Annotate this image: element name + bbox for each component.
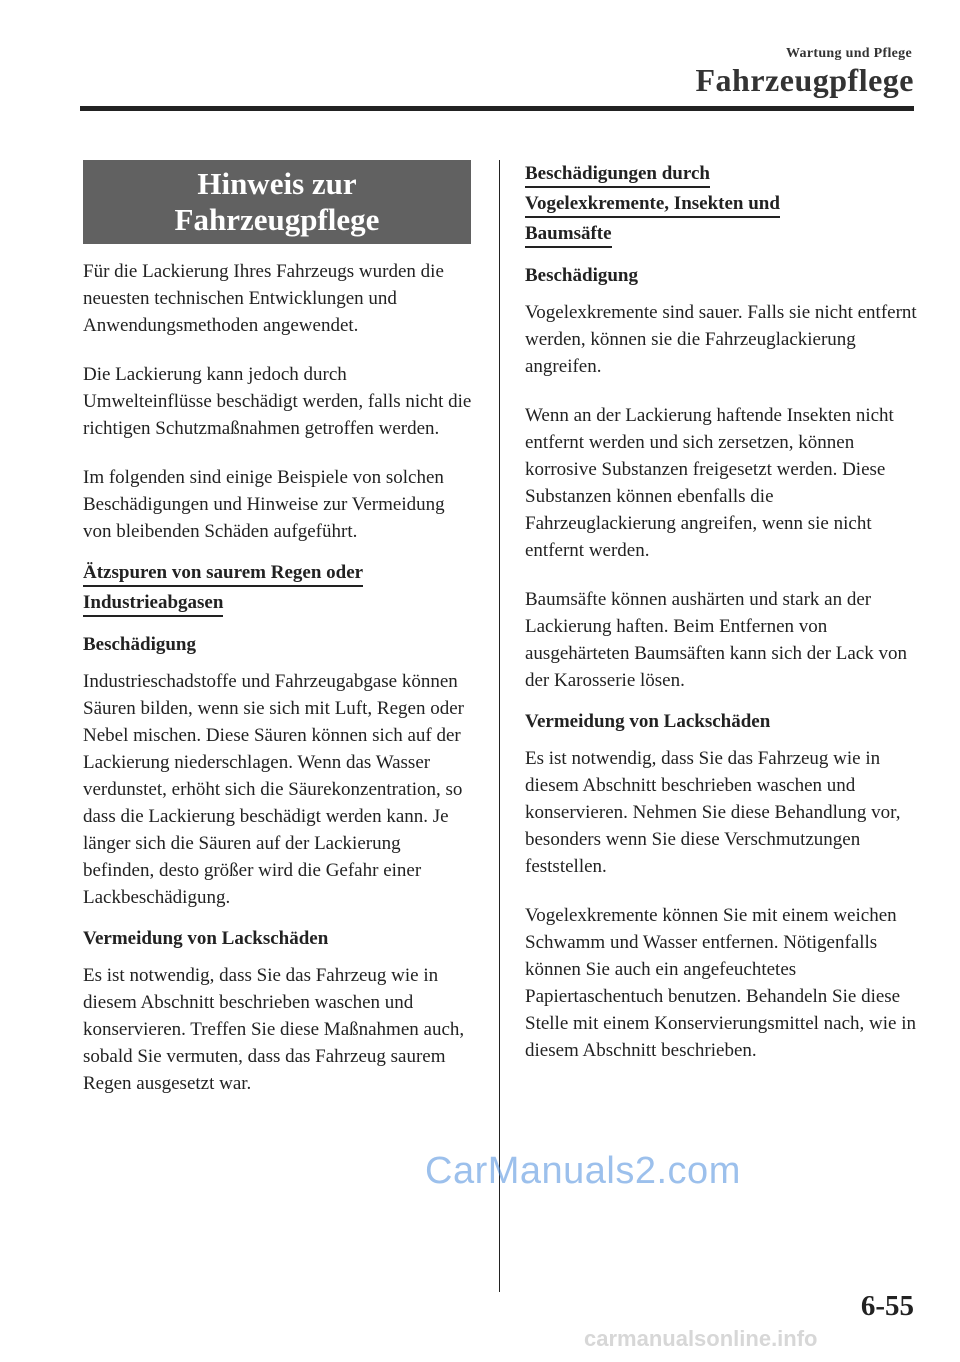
intro-paragraph-2: Die Lackierung kann jedoch durch Umwelteinflüsse beschädigt werden, falls nicht die richtigen Schutzmaßnahmen getroffen werden.: [83, 364, 472, 439]
footer-logo[interactable]: carmanualsonline.info: [584, 1326, 818, 1351]
acid-rain-heading-line1: Ätzspuren von saurem Regen oder: [83, 561, 363, 587]
acid-rain-damage-label: Beschädigung: [83, 634, 196, 655]
bird-droppings-heading-line2: Vogelexkremente, Insekten und: [525, 192, 780, 218]
right-column: [525, 160, 917, 1086]
bird-droppings-prevention-label: Vermeidung von Lackschäden: [525, 711, 771, 732]
header-rule: [80, 106, 914, 111]
intro-paragraph-3: Im folgenden sind einige Beispiele von solchen Beschädigungen und Hinweise zur Vermeidung von bleibenden Schäden aufgeführt.: [83, 467, 445, 542]
bird-droppings-damage-text-2: Wenn an der Lackierung haftende Insekten nicht entfernt werden und sich zersetzen, können korrosive Substanzen freigesetzt werden. Diese Substanzen können ebenfalls die Fahrzeuglackierung angreifen, wenn sie nicht entfernt werden.: [525, 405, 894, 561]
acid-rain-damage-text: Industrieschadstoffe und Fahrzeugabgase können Säuren bilden, wenn sie sich mit Luft, Regen oder Nebel mischen. Diese Säuren können sich auf der Lackierung niederschlagen. Wenn das Wasser verdunstet, erhöht sich die Säurekonzentration, so dass die Lackierung beschädigt werden kann. Je länger sich die Säuren auf der Lackierung befinden, desto größer wird die Gefahr einer Lackbeschädigung.: [83, 671, 464, 908]
watermark: CarManuals2.com: [425, 1150, 741, 1192]
intro-paragraph-1: Für die Lackierung Ihres Fahrzeugs wurden die neuesten technischen Entwicklungen und Anwendungsmethoden angewendet.: [83, 261, 444, 336]
bird-droppings-damage-text-3: Baumsäfte können aushärten und stark an der Lackierung haften. Beim Entfernen von ausgehärteten Baumsäften kann sich der Lack von der Karosserie lösen.: [525, 589, 907, 691]
bird-droppings-damage-text-1: Vogelexkremente sind sauer. Falls sie nicht entfernt werden, können sie die Fahrzeuglackierung angreifen.: [525, 302, 917, 377]
acid-rain-prevention-text: Es ist notwendig, dass Sie das Fahrzeug wie in diesem Abschnitt beschrieben waschen und konservieren. Treffen Sie diese Maßnahmen auch, sobald Sie vermuten, dass das Fahrzeug saurem Regen ausgesetzt war.: [83, 965, 465, 1094]
acid-rain-heading-line2: Industrieabgasen: [83, 591, 223, 617]
column-divider: [499, 160, 500, 1292]
bird-droppings-damage-label: Beschädigung: [525, 265, 638, 286]
left-column: [83, 160, 473, 1119]
title-box-line2: Fahrzeugpflege: [174, 202, 380, 237]
acid-rain-prevention-label: Vermeidung von Lackschäden: [83, 928, 329, 949]
acid-rain-heading: [83, 559, 473, 619]
bird-droppings-heading-line1: Beschädigungen durch: [525, 162, 710, 188]
page-number: 6-55: [860, 1290, 914, 1322]
chapter-title: Fahrzeugpflege: [695, 62, 914, 98]
bird-droppings-prevention-text-1: Es ist notwendig, dass Sie das Fahrzeug wie in diesem Abschnitt beschrieben waschen und konservieren. Nehmen Sie diese Behandlung vor, besonders wenn Sie diese Verschmutzungen feststellen.: [525, 748, 901, 877]
title-box-line1: Hinweis zur: [197, 166, 357, 201]
section-title-box: [83, 160, 471, 244]
bird-droppings-heading: [525, 160, 917, 250]
bird-droppings-heading-line3: Baumsäfte: [525, 222, 612, 248]
bird-droppings-prevention-text-2: Vogelexkremente können Sie mit einem weichen Schwamm und Wasser entfernen. Nötigenfalls können Sie auch ein angefeuchtetes Papiertaschentuch benutzen. Behandeln Sie diese Stelle mit einem Konservierungsmittel nach, wie in diesem Abschnitt beschrieben.: [525, 905, 916, 1061]
section-title: Wartung und Pflege: [786, 46, 912, 61]
